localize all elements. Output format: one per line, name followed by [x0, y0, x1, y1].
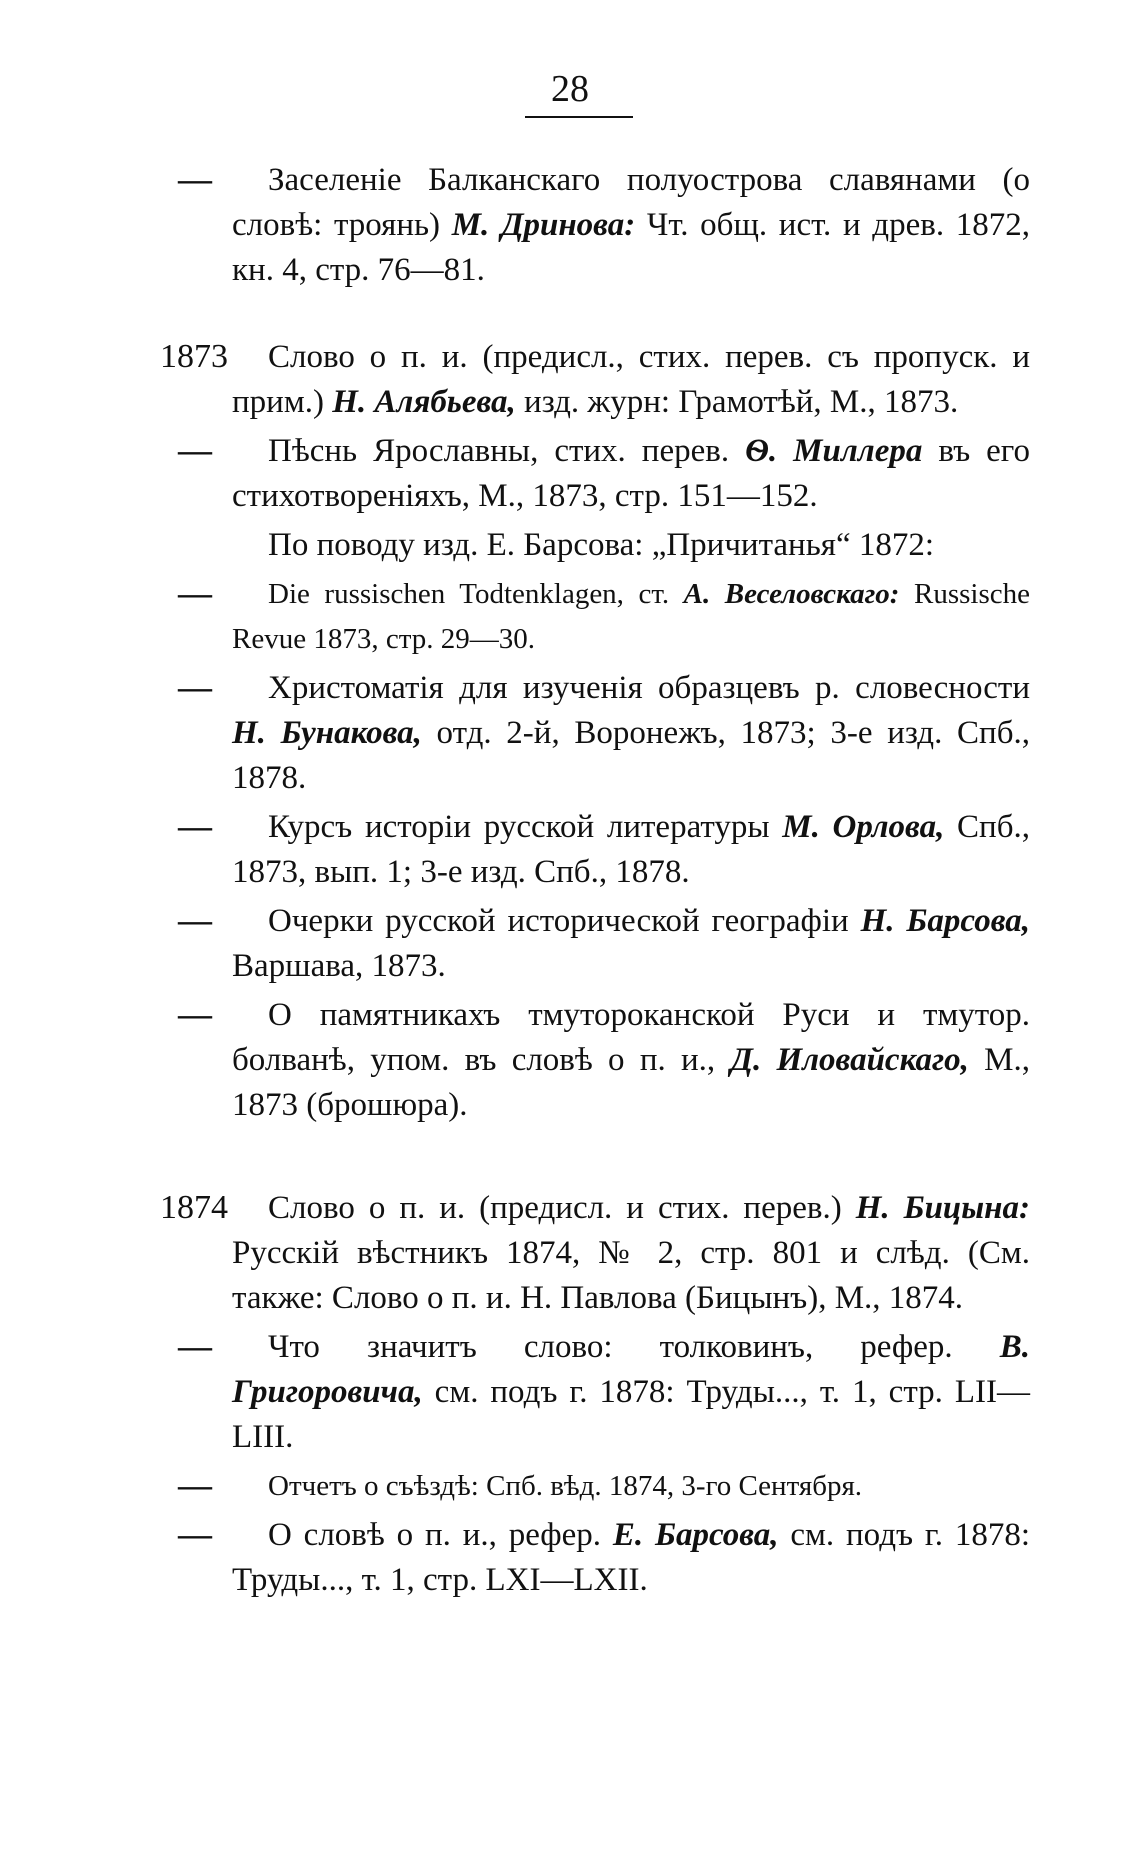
entry-author: Н. Бунакова, — [232, 715, 422, 751]
bibliography-entry — [0, 993, 1140, 1128]
entry-text: Христоматія для изученія образцевъ р. словесности Н. Бунакова, отд. 2-й, Воронежъ, 1873; 3-е изд. Спб., 1878. — [232, 670, 1030, 796]
entry-author: Д. Иловайскаго, — [730, 1042, 969, 1078]
section-continuation — [0, 158, 1140, 297]
entry-text: Слово о п. и. (предисл. и стих. перев.) Н. Бицына: Русскій вѣстникъ 1874, № 2, стр. 801 и слѣд. (См. также: Слово о п. и. Н. Павлова (Бицынъ), М., 1874. — [232, 1190, 1030, 1316]
bibliography-entry — [0, 1186, 1140, 1321]
bibliography-entry — [0, 1464, 1140, 1509]
entry-dash-marker: — — [178, 1516, 212, 1553]
entry-dash-marker: — — [178, 1328, 212, 1365]
header-rule — [525, 116, 633, 118]
entry-author: А. Веселовскаго: — [683, 578, 900, 610]
entry-author: Н. Алябьева, — [332, 384, 516, 420]
entry-author: Н. Бицына: — [855, 1190, 1030, 1226]
entry-dash-marker: — — [178, 996, 212, 1033]
entry-text: Die russischen Todtenklagen, ст. А. Веселовскаго: Russische Revue 1873, стр. 29—30. — [232, 578, 1031, 655]
bibliography-entry — [0, 1513, 1140, 1603]
entry-dash-marker: — — [178, 575, 212, 612]
entry-year-marker: 1874 — [160, 1189, 228, 1226]
bibliography-entry — [0, 1325, 1140, 1460]
entry-author: Ѳ. Миллера — [745, 433, 923, 469]
entry-author: М. Дринова: — [451, 207, 636, 243]
bibliography-entry — [0, 429, 1140, 519]
entry-year-marker: 1873 — [160, 338, 228, 375]
bibliography-entry — [0, 805, 1140, 895]
section-1873 — [0, 335, 1140, 1132]
entry-author: В. Григоровича, — [232, 1329, 1030, 1410]
entry-text: Очерки русской исторической географіи Н. Барсова, Варшава, 1873. — [232, 903, 1030, 984]
entry-text: Заселеніе Балканскаго полуострова славянами (о словѣ: троянь) М. Дринова: Чт. общ. ист. и древ. 1872, кн. 4, стр. 76—81. — [232, 162, 1030, 288]
bibliography-entry — [0, 158, 1140, 293]
entry-dash-marker: — — [178, 669, 212, 706]
entry-dash-marker: — — [178, 161, 212, 198]
entry-dash-marker: — — [178, 808, 212, 845]
entry-author: Н. Барсова, — [860, 903, 1030, 939]
entry-dash-marker: — — [178, 902, 212, 939]
entry-text: Что значитъ слово: толковинъ, рефер. В. Григоровича, см. подъ г. 1878: Труды..., т. 1, стр. LII—LIII. — [232, 1329, 1030, 1455]
entry-text: Пѣснь Ярославны, стих. перев. Ѳ. Миллера въ его стихотвореніяхъ, М., 1873, стр. 151—152. — [232, 433, 1030, 514]
section-1874 — [0, 1186, 1140, 1607]
entry-text: Отчетъ о съѣздѣ: Спб. вѣд. 1874, 3-го Сентября. — [268, 1470, 863, 1502]
entry-text: О словѣ о п. и., рефер. Е. Барсова, см. подъ г. 1878: Труды..., т. 1, стр. LXI—LXII. — [232, 1517, 1030, 1598]
entry-dash-marker: — — [178, 432, 212, 469]
bibliography-entry — [0, 899, 1140, 989]
bibliography-subheading — [0, 523, 1140, 568]
entry-text: Слово о п. и. (предисл., стих. перев. съ пропуск. и прим.) Н. Алябьева, изд. журн: Грамотѣй, М., 1873. — [232, 339, 1030, 420]
entry-author: М. Орлова, — [782, 809, 945, 845]
bibliography-entry — [0, 666, 1140, 801]
bibliography-entry — [0, 335, 1140, 425]
bibliography-entry — [0, 572, 1140, 662]
entry-text: Курсъ исторіи русской литературы М. Орлова, Спб., 1873, вып. 1; 3-е изд. Спб., 1878. — [232, 809, 1030, 890]
entry-text: О памятникахъ тмутороканской Руси и тмутор. болванѣ, упом. въ словѣ о п. и., Д. Иловайскаго, М., 1873 (брошюра). — [232, 997, 1031, 1123]
entry-text: По поводу изд. Е. Барсова: „Причитанья“ 1872: — [268, 527, 935, 563]
entry-author: Е. Барсова, — [612, 1517, 779, 1553]
page-number: 28 — [551, 68, 589, 110]
entry-dash-marker: — — [178, 1467, 212, 1504]
